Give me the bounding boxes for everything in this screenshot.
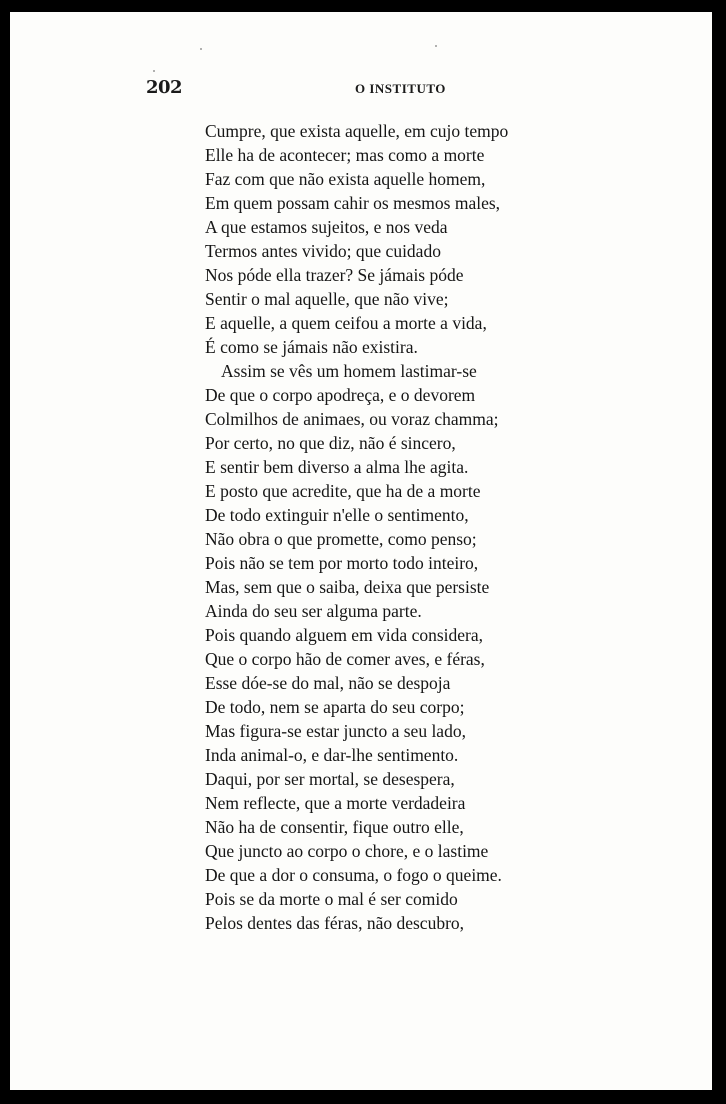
poem-line: Cumpre, que exista aquelle, em cujo tempo — [205, 121, 509, 141]
poem-line: Nos póde ella trazer? Se jámais póde — [205, 265, 464, 285]
poem-line: Sentir o mal aquelle, que não vive; — [205, 289, 449, 309]
running-title: O INSTITUTO — [355, 81, 446, 96]
poem-line: Mas, sem que o saiba, deixa que persiste — [205, 577, 490, 597]
poem-line: De todo, nem se aparta do seu corpo; — [205, 697, 465, 717]
poem-line: De que a dor o consuma, o fogo o queime. — [205, 865, 502, 885]
poem-line: Pois quando alguem em vida considera, — [205, 625, 483, 645]
poem-line: Ainda do seu ser alguma parte. — [205, 601, 422, 621]
poem-line: Por certo, no que diz, não é sincero, — [205, 433, 456, 453]
poem-line: Que juncto ao corpo o chore, e o lastime — [205, 841, 489, 861]
poem-text — [205, 119, 705, 935]
paper-speck — [153, 70, 155, 72]
poem-line: Não ha de consentir, fique outro elle, — [205, 817, 464, 837]
poem-line: Mas figura-se estar juncto a seu lado, — [205, 721, 466, 741]
page-number: 202 — [146, 77, 183, 98]
poem-line: De que o corpo apodreça, e o devorem — [205, 385, 476, 405]
poem-line: Daqui, por ser mortal, se desespera, — [205, 769, 455, 789]
poem-line: Elle ha de acontecer; mas como a morte — [205, 145, 485, 165]
poem-line: E aquelle, a quem ceifou a morte a vida, — [205, 313, 487, 333]
poem-line: Nem reflecte, que a morte verdadeira — [205, 793, 466, 813]
poem-line: Esse dóe-se do mal, não se despoja — [205, 673, 451, 693]
paper-speck — [435, 45, 437, 47]
poem-line: Assim se vês um homem lastimar-se — [221, 361, 477, 381]
poem-line: E sentir bem diverso a alma lhe agita. — [205, 457, 469, 477]
poem-line: Faz com que não exista aquelle homem, — [205, 169, 486, 189]
poem-line: Termos antes vivido; que cuidado — [205, 241, 441, 261]
poem-line: Em quem possam cahir os mesmos males, — [205, 193, 501, 213]
poem-line: A que estamos sujeitos, e nos veda — [205, 217, 448, 237]
poem-line: E posto que acredite, que ha de a morte — [205, 481, 481, 501]
poem-line: Não obra o que promette, como penso; — [205, 529, 477, 549]
poem-line: Inda animal-o, e dar-lhe sentimento. — [205, 745, 459, 765]
poem-line: É como se jámais não existira. — [205, 337, 418, 357]
poem-line: Pois se da morte o mal é ser comido — [205, 889, 458, 909]
poem-line: Pois não se tem por morto todo inteiro, — [205, 553, 479, 573]
paper-speck — [200, 48, 202, 50]
poem-line: Colmilhos de animaes, ou voraz chamma; — [205, 409, 499, 429]
poem-line: De todo extinguir n'elle o sentimento, — [205, 505, 469, 525]
poem-line: Pelos dentes das féras, não descubro, — [205, 913, 465, 933]
poem-line: Que o corpo hão de comer aves, e féras, — [205, 649, 485, 669]
